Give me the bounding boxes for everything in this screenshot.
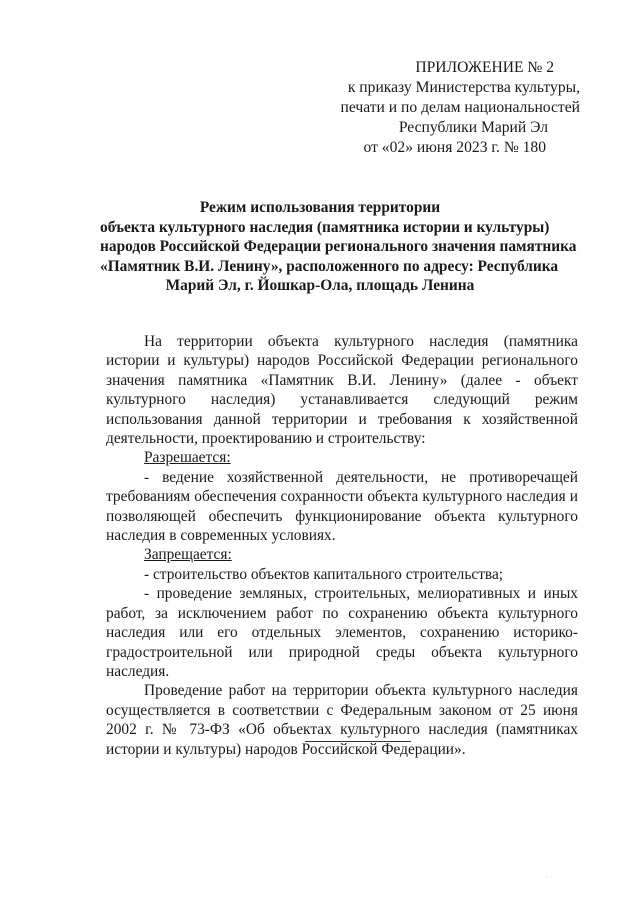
prohibited-label-text: Запрещается: [144,546,232,564]
prohibited-item: - проведение земляных, строительных, мелиоративных и иных работ, за исключением работ по сохранению объекта культурного наследия или его отдельных элементов, сохранению историко-градостроительной или природной среды объекта культурного наследия. [106,585,578,680]
end-rule [305,741,411,742]
heading-line: Режим использования территории [199,199,441,216]
heading-line: Марий Эл, г. Йошкар-Ола, площадь Ленина [165,277,475,294]
scan-mark: · · [545,873,553,882]
document-body [106,332,578,759]
document-heading [100,198,577,296]
allowed-item: - ведение хозяйственной деятельности, не противоречащей требованиям обеспечения сохранности объекта культурного наследия и позволяющей обеспечить функционирование объекта культурного наследия в современных условиях. [106,468,578,545]
appendix-title: ПРИЛОЖЕНИЕ № 2 [415,59,554,76]
appendix-line-date: от «02» июня 2023 г. № 180 [363,139,546,156]
heading-line: «Памятник В.И. Ленину», расположенного по адресу: Республика [100,257,559,275]
closing-paragraph: Проведение работ на территории объекта культурного наследия осуществляется в соответствии с Федеральным законом от 25 июня 2002 г. № 73-ФЗ «Об объектах культурного наследия (памятниках истории и культуры) народов Российской Федерации». [106,682,578,758]
allowed-label-text: Разрешается: [144,449,231,467]
prohibited-label [106,545,578,564]
intro-paragraph: На территории объекта культурного наследия (памятника истории и культуры) народов Российской Федерации регионального значения памятника «Памятник В.И. Ленину» (далее - объект культурного наследия) устанавливается следующий режим использования данной территории и требования к хозяйственной деятельности, проектированию и строительству: [106,333,578,448]
prohibited-item: - строительство объектов капитального строительства; [144,565,504,583]
appendix-line-ministry: печати и по делам национальностей [340,99,580,116]
allowed-label [106,448,578,467]
heading-line: народов Российской Федерации регионального значения памятника [100,238,577,255]
appendix-line-republic: Республики Марий Эл [398,119,548,136]
heading-line: объекта культурного наследия (памятника истории и культуры) [100,218,550,236]
appendix-line-order: к приказу Министерства культуры, [347,79,580,96]
appendix-block [260,58,580,158]
